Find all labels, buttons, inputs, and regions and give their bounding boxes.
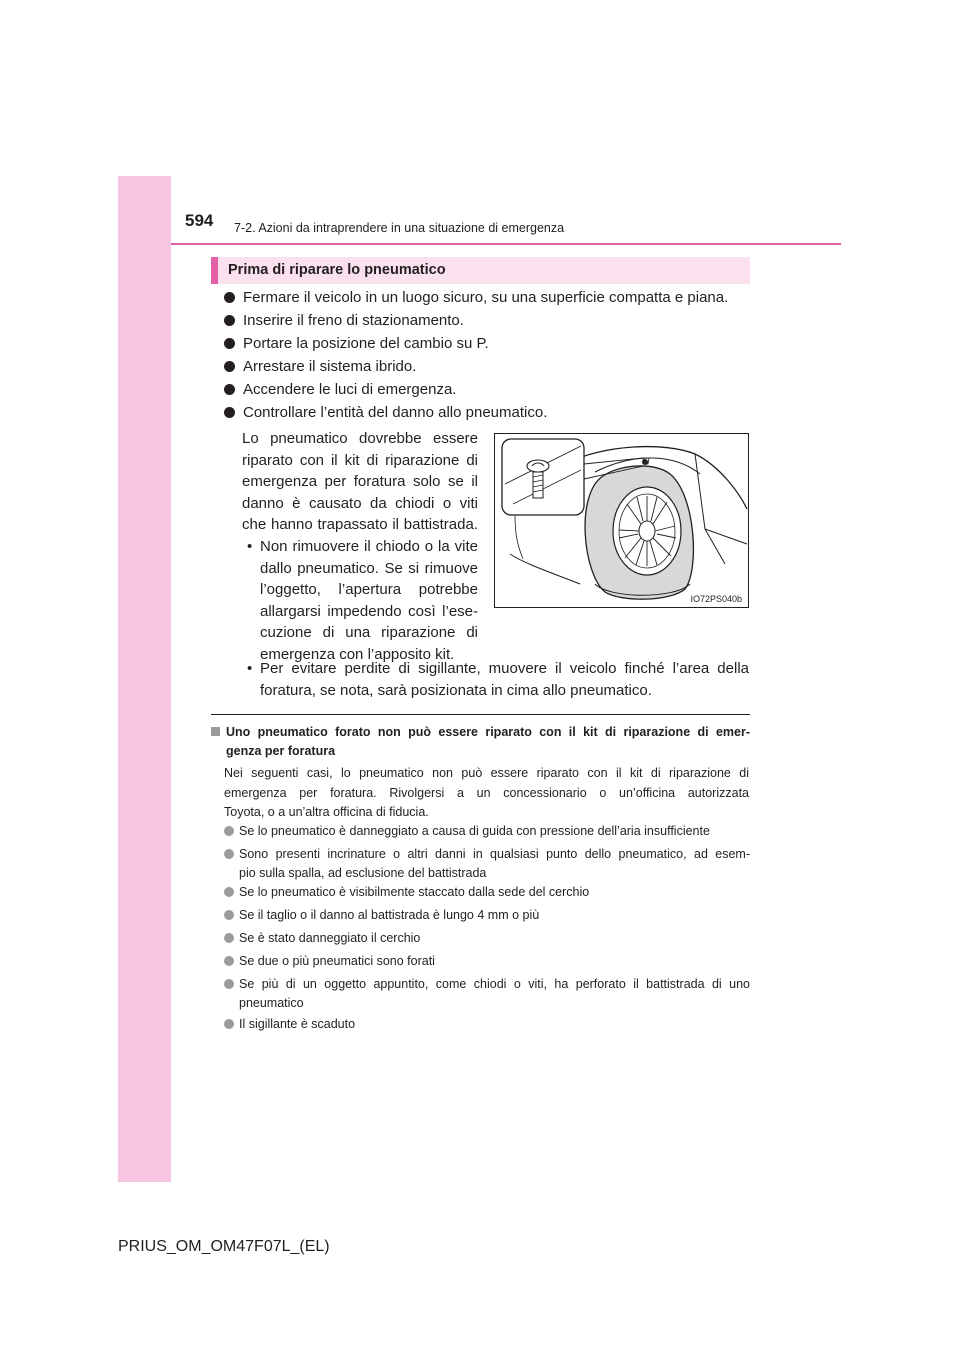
chapter-title: 7-2. Azioni da intraprendere in una situazione di emergenza: [234, 221, 565, 235]
preparation-steps-list: [224, 288, 728, 426]
bullet-dot-icon: [224, 338, 235, 349]
punctured-tire-figure: [494, 433, 749, 608]
list-item: Accendere le luci di emergenza.: [224, 380, 728, 403]
list-item: Se lo pneumatico è visibilmente staccato dalla sede del cerchio: [224, 883, 750, 902]
bullet-dot-icon: [224, 933, 234, 943]
list-item: Se due o più pneumatici sono forati: [224, 952, 750, 971]
bullet-dot-icon: [224, 407, 235, 418]
bullet-dot-icon: [224, 292, 235, 303]
note-heading: Uno pneumatico forato non può essere riparato con il kit di riparazione di emer- genza per foratura: [211, 723, 750, 761]
subpoint-bullet-icon: •: [247, 538, 253, 555]
bullet-dot-icon: [224, 361, 235, 372]
header-rule: [171, 243, 841, 245]
list-item: Se è stato danneggiato il cerchio: [224, 929, 750, 948]
list-item: Controllare l’entità del danno allo pneumatico.: [224, 403, 728, 426]
bullet-dot-icon: [224, 887, 234, 897]
list-item: Portare la posizione del cambio su P.: [224, 334, 728, 357]
section-divider: [211, 714, 750, 715]
punctured-tire-illustration: [495, 434, 749, 608]
page-number: 594: [185, 211, 214, 230]
section-heading-bar: [211, 257, 750, 284]
list-item: Se più di un oggetto appuntito, come chiodi o viti, ha perforato il battistrada di uno pneumatico: [224, 975, 750, 1013]
list-item: Se il taglio o il danno al battistrada è lungo 4 mm o più: [224, 906, 750, 925]
subpoint-sealant: • Per evitare perdite di sigillante, muovere il veicolo finché l’area della foratura, se nota, sarà posizionata in cima allo pneumatico.: [247, 660, 749, 699]
bullet-dot-icon: [224, 384, 235, 395]
bullet-dot-icon: [224, 315, 235, 326]
note-body: Nei seguenti casi, lo pneumatico non può essere riparato con il kit di riparazione di emergenza per foratura. Rivolgersi a un concessionario o un’officina autorizzata Toyota, o a un’altra officina di fiducia.: [224, 766, 749, 819]
bullet-dot-icon: [224, 849, 234, 859]
repair-condition-paragraph: Lo pneumatico dovrebbe essere riparato con il kit di riparazione di emergenza per foratura solo se il danno è causato da chiodi o viti che hanno trapassato il battistrada.: [242, 430, 478, 534]
square-bullet-icon: [211, 727, 220, 736]
bullet-dot-icon: [224, 956, 234, 966]
list-item: Il sigillante è scaduto: [224, 1015, 750, 1034]
section-heading: Prima di riparare lo pneumatico: [228, 262, 446, 278]
figure-code: IO72PS040b: [690, 594, 742, 604]
subpoint-nail: • Non rimuovere il chiodo o la vite dallo pneumatico. Se si rimuove l’oggetto, l’apertura potrebbe allargarsi impedendo così l’ese- cuzione di una riparazione di emergenza con l’apposito kit.: [247, 538, 478, 663]
document-footer-id: PRIUS_OM_OM47F07L_(EL): [118, 1238, 330, 1255]
list-item: Inserire il freno di stazionamento.: [224, 311, 728, 334]
list-item: Sono presenti incrinature o altri danni in qualsiasi punto dello pneumatico, ad esem- pio sulla spalla, ad esclusione del battistrada: [224, 845, 750, 883]
list-item: Fermare il veicolo in un luogo sicuro, su una superficie compatta e piana.: [224, 288, 728, 311]
list-item: Se lo pneumatico è danneggiato a causa di guida con pressione dell’aria insufficiente: [224, 822, 750, 841]
bullet-dot-icon: [224, 826, 234, 836]
bullet-dot-icon: [224, 910, 234, 920]
bullet-dot-icon: [224, 1019, 234, 1029]
subpoint-bullet-icon: •: [247, 660, 253, 677]
list-item: Arrestare il sistema ibrido.: [224, 357, 728, 380]
chapter-sidebar-tab: [118, 176, 171, 1182]
bullet-dot-icon: [224, 979, 234, 989]
